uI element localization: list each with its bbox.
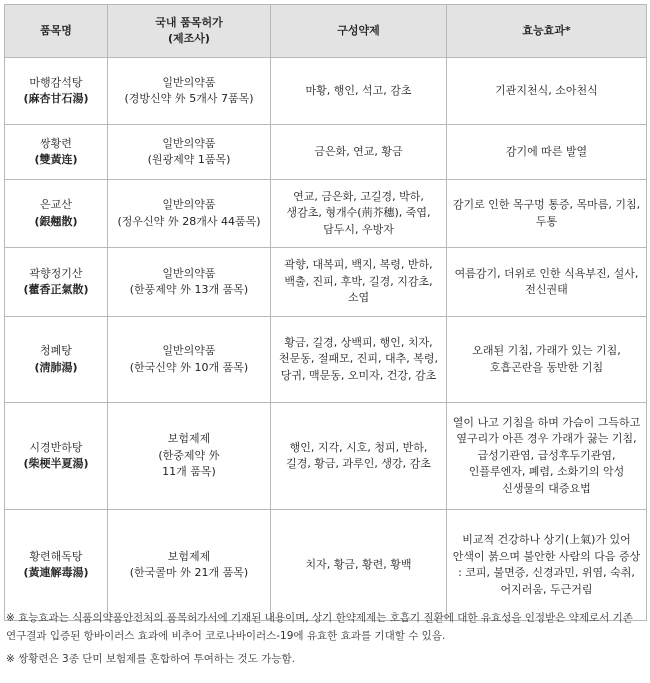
cell-ingredients [271, 125, 447, 180]
table-header [5, 5, 647, 58]
product-name-korean: 시경반하탕 [29, 440, 83, 454]
cell-efficacy [447, 403, 647, 510]
cell-efficacy [447, 180, 647, 248]
cell-ingredients [271, 317, 447, 403]
cell-efficacy [447, 125, 647, 180]
header-efficacy: 효능효과* [447, 5, 647, 58]
cell-permit-text: 일반의약품 [162, 266, 216, 280]
footnote-ssanghwangryeon: ※ 쌍황련은 3종 단미 보험제를 혼합하여 투여하는 것도 가능함. [6, 653, 295, 665]
cell-permit-text: 일반의약품 [162, 136, 216, 150]
cell-name [5, 180, 108, 248]
header-permit-line2: (제조사) [168, 32, 210, 45]
product-name-hanja: (淸肺湯) [34, 360, 78, 374]
table-row [5, 403, 647, 510]
product-name-hanja: (柴梗半夏湯) [23, 457, 89, 470]
cell-permit-text: 11개 품목) [162, 465, 216, 479]
cell-ingredients-text: 연교, 금은화, 고길경, 박하, 생감초, 형개수(荊芥穗), 죽엽, 담두시, 우방자 [286, 189, 431, 236]
cell-ingredients [271, 180, 447, 248]
cell-efficacy-text: 감기로 인한 목구멍 통증, 목마름, 기침, 두통 [452, 198, 641, 228]
product-name-hanja: (麻杏甘石湯) [23, 92, 89, 105]
cell-permit-text: 보험제제 [167, 549, 211, 563]
cell-efficacy [447, 510, 647, 621]
cell-ingredients [271, 248, 447, 317]
cell-efficacy-text: 여름감기, 더위로 인한 식욕부진, 설사, 전신권태 [454, 266, 639, 296]
header-ingredients: 구성약제 [271, 5, 447, 58]
cell-permit [108, 248, 271, 317]
header-name: 품목명 [5, 5, 108, 58]
cell-efficacy [447, 317, 647, 403]
cell-permit [108, 317, 271, 403]
cell-permit [108, 510, 271, 621]
table-row [5, 248, 647, 317]
product-name-hanja: (藿香正氣散) [23, 283, 89, 296]
cell-ingredients-text: 마황, 행인, 석고, 감초 [305, 83, 412, 97]
cell-permit [108, 58, 271, 125]
cell-permit-text: (한국신약 外 10개 품목) [129, 360, 249, 374]
table-row [5, 510, 647, 621]
cell-permit-text: (원광제약 1품목) [147, 153, 231, 166]
cell-permit-text: 일반의약품 [162, 198, 216, 211]
herbal-medicine-table [4, 4, 647, 621]
footnotes [6, 609, 646, 668]
cell-name [5, 248, 108, 317]
cell-ingredients [271, 510, 447, 621]
cell-permit [108, 180, 271, 248]
cell-efficacy-text: 비교적 건강하나 상기(上氣)가 있어 안색이 붉으며 불안한 사람의 다음 증상 : 코피, 불면증, 신경과민, 위염, 숙취, 어지러움, 두근거림 [452, 533, 641, 596]
cell-name [5, 510, 108, 621]
product-name-korean: 곽향정기산 [29, 266, 83, 280]
cell-ingredients [271, 58, 447, 125]
cell-permit-text: 일반의약품 [162, 75, 216, 89]
cell-efficacy-text: 기관지천식, 소아천식 [495, 83, 598, 97]
product-name-korean: 마행감석탕 [29, 75, 83, 89]
product-name-hanja: (雙黃连) [34, 153, 78, 166]
cell-permit-text: (한풍제약 外 13개 품목) [129, 283, 249, 296]
table-row [5, 58, 647, 125]
cell-permit-text: (한중제약 外 [158, 448, 220, 462]
cell-name [5, 317, 108, 403]
cell-permit-text: 일반의약품 [162, 344, 216, 357]
cell-name [5, 125, 108, 180]
header-permit-line1: 국내 품목허가 [155, 15, 223, 29]
product-name-korean: 쌍황련 [40, 136, 72, 150]
product-name-korean: 은교산 [40, 198, 72, 211]
cell-ingredients [271, 403, 447, 510]
cell-efficacy [447, 58, 647, 125]
table-row [5, 317, 647, 403]
product-name-hanja: (黃連解毒湯) [23, 566, 89, 579]
cell-name [5, 403, 108, 510]
cell-efficacy-text: 감기에 따른 발열 [505, 144, 588, 158]
cell-efficacy-text: 열이 나고 기침을 하며 가슴이 그득하고 옆구리가 아픈 경우 가래가 끓는 기침, 급성기관염, 급성후두기관염, 인플루엔자, 폐렴, 소화기의 악성 신생물의 대증요법 [452, 415, 641, 495]
cell-ingredients-text: 금은화, 연교, 황금 [314, 144, 403, 158]
cell-permit-text: (정우신약 外 28개사 44품목) [117, 214, 261, 228]
table-body [5, 58, 647, 621]
cell-permit-text: (한국콜마 外 21개 품목) [129, 566, 249, 579]
table-row [5, 180, 647, 248]
cell-name [5, 58, 108, 125]
cell-permit-text: 보험제제 [167, 432, 211, 446]
cell-permit [108, 125, 271, 180]
cell-ingredients-text: 치자, 황금, 황련, 황백 [305, 557, 412, 571]
cell-permit-text: (경방신약 外 5개사 7품목) [124, 92, 254, 105]
footnote-efficacy: ※ 효능효과는 식품의약품안전처의 품목허가서에 기재된 내용이며, 상기 한약제제는 호흡기 질환에 대한 유효성을 인정받은 약제로서 기존 연구결과 입증된 항바이러스 효과에 비추어 코로나바이러스-19에 유효한 효과를 기대할 수 있음. [6, 612, 633, 642]
table-row [5, 125, 647, 180]
product-name-korean: 청폐탕 [40, 344, 72, 357]
cell-ingredients-text: 행인, 지각, 시호, 청피, 반하, 길경, 황금, 과루인, 생강, 감초 [286, 440, 431, 470]
cell-permit [108, 403, 271, 510]
cell-ingredients-text: 황금, 길경, 상백피, 행인, 치자, 천문동, 절패모, 진피, 대추, 복령, 당귀, 맥문동, 오미자, 건강, 감초 [279, 335, 438, 382]
cell-ingredients-text: 곽향, 대복피, 백지, 복령, 반하, 백출, 진피, 후박, 길경, 지감초, 소엽 [284, 258, 433, 305]
cell-efficacy [447, 248, 647, 317]
product-name-hanja: (銀翹散) [34, 214, 78, 228]
product-name-korean: 황련해독탕 [29, 549, 83, 563]
header-permit [108, 5, 271, 58]
cell-efficacy-text: 오래된 기침, 가래가 있는 기침, 호흡곤란을 동반한 기침 [472, 344, 621, 374]
